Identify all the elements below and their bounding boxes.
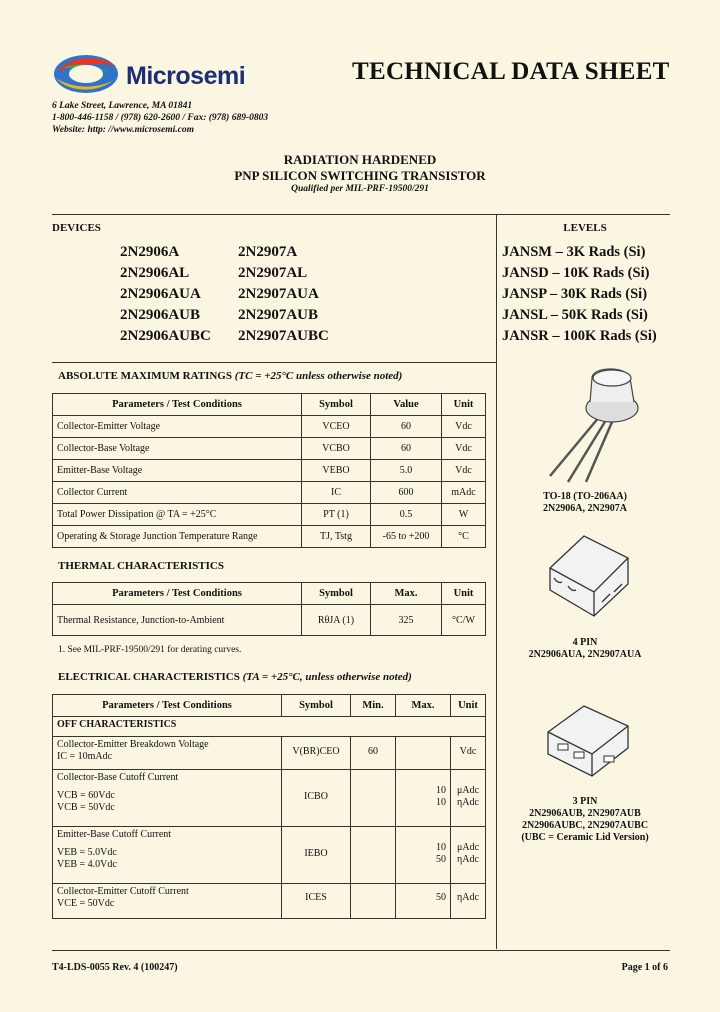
- param-cell: Emitter-Base Voltage: [53, 460, 302, 482]
- package-name: 3 PIN: [572, 796, 598, 807]
- table-row: [53, 737, 486, 770]
- website-link[interactable]: Website: http: //www.microsemi.com: [52, 125, 194, 135]
- value-cell: 60: [371, 438, 442, 460]
- col-header: Max.: [371, 583, 442, 605]
- param-cell: Collector Current: [53, 482, 302, 504]
- table-row: [53, 416, 486, 438]
- param-name: Collector-Base Cutoff Current: [57, 772, 179, 783]
- page-number: Page 1 of 6: [621, 962, 668, 973]
- table-row: [53, 827, 486, 884]
- device-name: 2N2907AUB: [238, 307, 319, 323]
- device-list-col2: [238, 242, 329, 347]
- min-cell: [351, 827, 396, 884]
- abs-max-table: [52, 393, 486, 548]
- package-name: 4 PIN: [572, 637, 598, 648]
- divider: [52, 214, 670, 215]
- unit-cell: Vdc: [442, 438, 486, 460]
- col-header: Value: [371, 394, 442, 416]
- device-name: 2N2907AUA: [238, 286, 319, 302]
- table-row: [53, 504, 486, 526]
- electrical-table: [52, 694, 486, 919]
- subheader-row: [53, 717, 486, 737]
- device-name: 2N2907A: [238, 244, 298, 260]
- param-cell: Collector-Base Voltage: [53, 438, 302, 460]
- param-condition: VCB = 50Vdc: [57, 802, 115, 813]
- device-name: 2N2906AUBC: [120, 328, 211, 344]
- device-name: 2N2906AL: [120, 265, 190, 281]
- symbol-cell: PT (1): [302, 504, 371, 526]
- col-header: Parameters / Test Conditions: [53, 695, 282, 717]
- level-item: JANSD – 10K Rads (Si): [502, 265, 650, 281]
- max-cell: 50: [396, 884, 451, 919]
- to18-label: [500, 491, 670, 515]
- min-cell: [351, 884, 396, 919]
- unit-cell: Vdc: [451, 737, 486, 770]
- thermal-heading: THERMAL CHARACTERISTICS: [58, 560, 224, 572]
- product-line-3: Qualified per MIL-PRF-19500/291: [291, 184, 429, 194]
- col-header: Unit: [451, 695, 486, 717]
- electrical-heading: [58, 671, 412, 683]
- col-header: Unit: [442, 394, 486, 416]
- product-line-2: PNP SILICON SWITCHING TRANSISTOR: [234, 168, 486, 183]
- to18-package-icon: [530, 364, 640, 486]
- param-name: Collector-Emitter Breakdown Voltage: [57, 739, 209, 750]
- electrical-title: ELECTRICAL CHARACTERISTICS: [58, 671, 240, 683]
- param-cell: Thermal Resistance, Junction-to-Ambient: [53, 605, 302, 636]
- level-item: JANSP – 30K Rads (Si): [502, 286, 648, 302]
- divider: [52, 362, 496, 363]
- symbol-cell: VCBO: [302, 438, 371, 460]
- package-name: TO-18 (TO-206AA): [543, 491, 627, 502]
- col-header: Unit: [442, 583, 486, 605]
- value-cell: 60: [371, 416, 442, 438]
- param-cell: [53, 737, 282, 770]
- device-list-col1: [120, 242, 211, 347]
- param-cell: Total Power Dissipation @ TA = +25°C: [53, 504, 302, 526]
- package-parts: 2N2906AUA, 2N2907AUA: [528, 649, 642, 660]
- device-name: 2N2906A: [120, 244, 180, 260]
- ub-label: [500, 796, 670, 844]
- param-name: Collector-Emitter Cutoff Current: [57, 886, 189, 897]
- package-note: (UBC = Ceramic Lid Version): [521, 832, 649, 843]
- device-name: 2N2906AUB: [120, 307, 201, 323]
- electrical-condition: (TA = +25°C, unless otherwise noted): [242, 671, 412, 683]
- param-cell: [53, 884, 282, 919]
- max-cell: [396, 737, 451, 770]
- levels-list: [502, 242, 657, 347]
- param-condition: VEB = 4.0Vdc: [57, 859, 117, 870]
- unit-cell: W: [442, 504, 486, 526]
- col-header: Max.: [396, 695, 451, 717]
- thermal-table: [52, 582, 486, 636]
- ua-4pin-package-icon: [540, 528, 636, 620]
- table-header-row: [53, 394, 486, 416]
- col-header: Parameters / Test Conditions: [53, 583, 302, 605]
- device-name: 2N2907AL: [238, 265, 308, 281]
- value-cell: 5.0: [371, 460, 442, 482]
- min-cell: [351, 770, 396, 827]
- ub-3pin-package-icon: [540, 700, 636, 782]
- device-name: 2N2906AUA: [120, 286, 201, 302]
- table-row: [53, 438, 486, 460]
- document-number: T4-LDS-0055 Rev. 4 (100247): [52, 962, 178, 973]
- param-condition: IC = 10mAdc: [57, 751, 113, 762]
- levels-label: LEVELS: [563, 222, 607, 234]
- col-header: Symbol: [302, 583, 371, 605]
- company-name: Microsemi: [126, 62, 246, 90]
- table-header-row: [53, 583, 486, 605]
- symbol-cell: IC: [302, 482, 371, 504]
- off-characteristics-label: OFF CHARACTERISTICS: [53, 717, 486, 737]
- param-condition: VEB = 5.0Vdc: [57, 847, 117, 858]
- param-cell: Operating & Storage Junction Temperature Range: [53, 526, 302, 548]
- col-header: Min.: [351, 695, 396, 717]
- product-title: [160, 152, 560, 194]
- symbol-cell: ICBO: [282, 770, 351, 827]
- param-cell: [53, 770, 282, 827]
- abs-max-title: ABSOLUTE MAXIMUM RATINGS: [58, 370, 232, 382]
- unit-cell: °C: [442, 526, 486, 548]
- device-name: 2N2907AUBC: [238, 328, 329, 344]
- symbol-cell: VCEO: [302, 416, 371, 438]
- param-cell: [53, 827, 282, 884]
- symbol-cell: IEBO: [282, 827, 351, 884]
- unit-cell: mAdc: [442, 482, 486, 504]
- param-condition: VCE = 50Vdc: [57, 898, 115, 909]
- ua-label: [500, 637, 670, 661]
- level-item: JANSM – 3K Rads (Si): [502, 244, 646, 260]
- col-header: Symbol: [302, 394, 371, 416]
- symbol-cell: VEBO: [302, 460, 371, 482]
- unit-cell: °C/W: [442, 605, 486, 636]
- table-header-row: [53, 695, 486, 717]
- value-cell: 0.5: [371, 504, 442, 526]
- symbol-cell: V(BR)CEO: [282, 737, 351, 770]
- min-cell: 60: [351, 737, 396, 770]
- vertical-divider: [496, 214, 497, 949]
- table-row: [53, 605, 486, 636]
- unit-cell: Vdc: [442, 416, 486, 438]
- unit-cell: μAdc ηAdc: [451, 827, 486, 884]
- table-row: [53, 482, 486, 504]
- level-item: JANSL – 50K Rads (Si): [502, 307, 648, 323]
- max-cell: 10 50: [396, 827, 451, 884]
- value-cell: -65 to +200: [371, 526, 442, 548]
- devices-label: DEVICES: [52, 222, 101, 234]
- table-row: [53, 526, 486, 548]
- col-header: Symbol: [282, 695, 351, 717]
- param-cell: Collector-Emitter Voltage: [53, 416, 302, 438]
- address-line: 6 Lake Street, Lawrence, MA 01841: [52, 101, 193, 111]
- symbol-cell: ICES: [282, 884, 351, 919]
- derating-note: 1. See MIL-PRF-19500/291 for derating curves.: [58, 645, 242, 655]
- unit-cell: Vdc: [442, 460, 486, 482]
- phone-line: 1-800-446-1158 / (978) 620-2600 / Fax: (978) 689-0803: [52, 113, 269, 123]
- table-row: [53, 460, 486, 482]
- col-header: Parameters / Test Conditions: [53, 394, 302, 416]
- level-item: JANSR – 100K Rads (Si): [502, 328, 657, 344]
- unit-cell: ηAdc: [451, 884, 486, 919]
- symbol-cell: TJ, Tstg: [302, 526, 371, 548]
- value-cell: 325: [371, 605, 442, 636]
- abs-max-heading: [58, 370, 402, 382]
- table-row: [53, 770, 486, 827]
- package-parts: 2N2906AUB, 2N2907AUB: [529, 808, 641, 819]
- unit-cell: μAdc ηAdc: [451, 770, 486, 827]
- max-cell: 10 10: [396, 770, 451, 827]
- product-line-1: RADIATION HARDENED: [283, 152, 437, 167]
- param-name: Emitter-Base Cutoff Current: [57, 829, 172, 840]
- param-condition: VCB = 60Vdc: [57, 790, 115, 801]
- table-row: [53, 884, 486, 919]
- package-parts: 2N2906A, 2N2907A: [543, 503, 627, 514]
- package-parts: 2N2906AUBC, 2N2907AUBC: [521, 820, 649, 831]
- value-cell: 600: [371, 482, 442, 504]
- page-title: TECHNICAL DATA SHEET: [352, 58, 670, 85]
- footer-divider: [52, 950, 670, 951]
- company-address: [52, 100, 268, 136]
- microsemi-logo-icon: [52, 52, 124, 96]
- abs-max-condition: (TC = +25°C unless otherwise noted): [234, 370, 403, 382]
- symbol-cell: RθJA (1): [302, 605, 371, 636]
